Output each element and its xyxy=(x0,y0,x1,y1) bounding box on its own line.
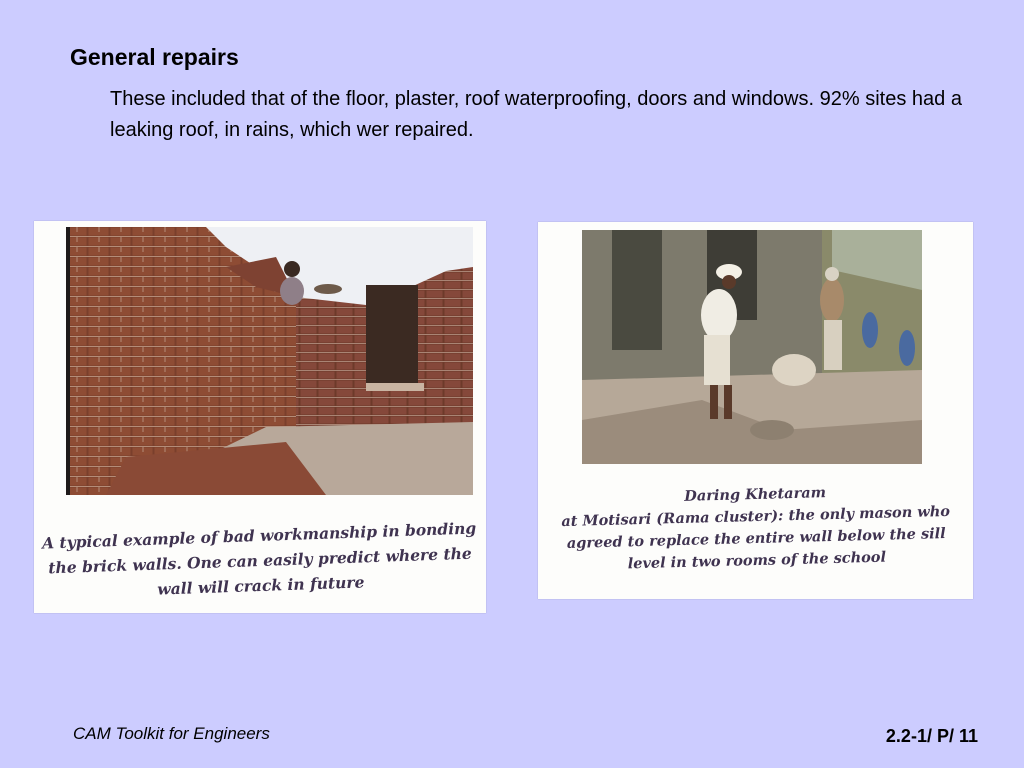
caption-line: wall will crack in future xyxy=(157,572,365,599)
photo-card-brick-wall xyxy=(34,221,486,613)
caption-line: A typical example of bad workmanship in bonding xyxy=(41,518,477,553)
caption-line: the brick walls. One can easily predict where the xyxy=(48,543,472,578)
caption-line: Daring Khetaram xyxy=(684,484,827,505)
brick-wall-photo xyxy=(66,227,473,495)
photo-caption-brick-wall xyxy=(39,515,481,605)
caption-line: level in two rooms of the school xyxy=(627,548,887,573)
slide-body-text: These included that of the floor, plaster, roof waterproofing, doors and windows. 92% sites had a leaking roof, in rains, which wer repaired. xyxy=(110,88,962,141)
photo-caption-mason xyxy=(545,479,967,578)
slide-heading: General repairs xyxy=(70,44,239,70)
photo-card-mason xyxy=(538,222,973,599)
footer-page-number: 2.2-1/ P/ 11 xyxy=(885,726,978,746)
caption-line: at Motisari (Rama cluster): the only mason who xyxy=(561,502,951,531)
mason-at-work-photo xyxy=(582,230,922,464)
caption-line: agreed to replace the entire wall below the sill xyxy=(566,525,946,552)
footer-toolkit-name: CAM Toolkit for Engineers xyxy=(73,724,270,743)
